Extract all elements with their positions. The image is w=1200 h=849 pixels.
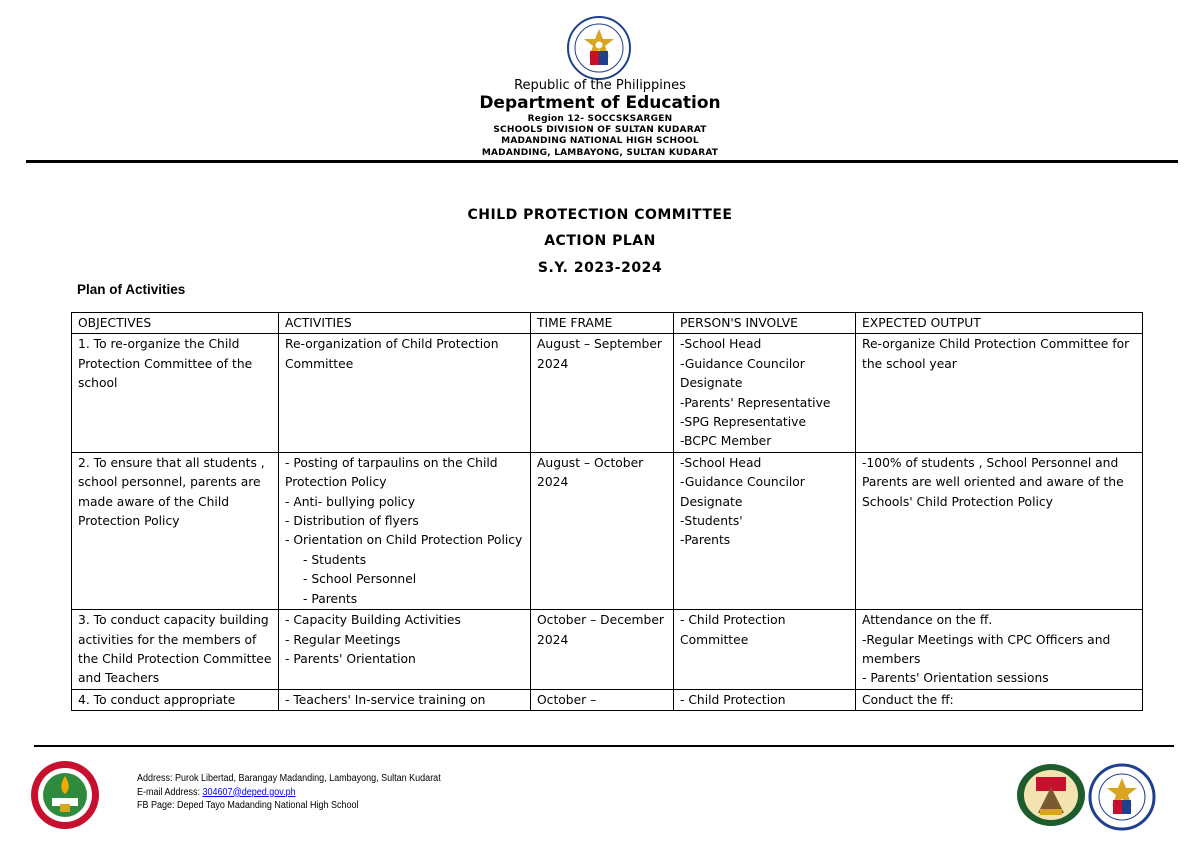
activity-item: - Parents' Orientation: [285, 651, 416, 666]
header-activities: ACTIVITIES: [279, 313, 531, 334]
persons-cell: [674, 334, 856, 452]
time-frame-text: October – December 2024: [537, 613, 664, 647]
output-item: -100% of students , School Personnel and Parents are well oriented and aware of the Schools' Child Protection Policy: [862, 455, 1124, 509]
output-item: Re-organize Child Protection Committee for the school year: [862, 337, 1130, 371]
plan-of-activities-label: Plan of Activities: [77, 282, 186, 297]
objective-cell: [72, 452, 279, 609]
expected-output-cell: [856, 334, 1143, 452]
action-plan-table: [71, 312, 1143, 711]
activity-item: - Distribution of flyers: [285, 514, 419, 529]
time-frame-cell: [531, 689, 674, 710]
footer-contact: [137, 772, 441, 813]
expected-output-cell: [856, 610, 1143, 690]
activity-item: Re-organization of Child Protection Committee: [285, 337, 499, 371]
school-line: MADANDING NATIONAL HIGH SCHOOL: [501, 136, 699, 146]
persons-cell: [674, 689, 856, 710]
objective-text: 2. To ensure that all students , school personnel, parents are made aware of the Child Protection Policy: [78, 455, 265, 529]
person-item: -Parents: [680, 533, 731, 548]
time-frame-text: August – October 2024: [537, 455, 644, 490]
output-item: Attendance on the ff.: [862, 613, 993, 628]
persons-cell: [674, 452, 856, 609]
activities-cell: [279, 334, 531, 452]
activity-item: - Teachers' In-service training on: [285, 692, 486, 707]
objective-cell: [72, 334, 279, 452]
table-row: [72, 689, 1143, 710]
doc-title-line3: S.Y. 2023-2024: [537, 260, 663, 276]
activity-item: - Anti- bullying policy: [285, 494, 415, 509]
person-item: - Child Protection Committee: [680, 613, 786, 647]
person-item: -BCPC Member: [680, 434, 772, 449]
activity-subitem: - School Personnel: [303, 572, 417, 587]
table-row: [72, 452, 1143, 609]
objective-text: 4. To conduct appropriate: [78, 692, 236, 707]
header-objectives: OBJECTIVES: [72, 313, 279, 334]
objective-text: 3. To conduct capacity building activities for the members of the Child Protection Committee and Teachers: [78, 613, 272, 686]
header-time-frame: TIME FRAME: [531, 313, 674, 334]
output-item: - Parents' Orientation sessions: [862, 671, 1049, 686]
school-logo: [30, 760, 100, 830]
time-frame-text: October –: [537, 692, 597, 707]
objective-text: 1. To re-organize the Child Protection Committee of the school: [78, 337, 253, 391]
footer-email-line: [137, 786, 441, 800]
person-item: -Guidance Councilor Designate: [680, 475, 805, 509]
header-expected-output: EXPECTED OUTPUT: [856, 313, 1143, 334]
footer-fb-page: FB Page: Deped Tayo Madanding National High School: [137, 800, 359, 811]
person-item: -Students': [680, 514, 743, 529]
region-line: Region 12- SOCCSKSARGEN: [527, 114, 673, 124]
activity-item: - Orientation on Child Protection Policy: [285, 533, 523, 548]
deped-seal-logo: [566, 15, 632, 81]
table-row: [72, 334, 1143, 452]
output-item: Conduct the ff:: [862, 692, 954, 707]
header-divider: [26, 160, 1178, 163]
persons-cell: [674, 610, 856, 690]
person-item: -Guidance Councilor Designate: [680, 356, 805, 391]
deped-footer-seal-logo: [1088, 763, 1156, 831]
department-name: Department of Education: [479, 93, 721, 113]
header-persons-involve: PERSON'S INVOLVE: [674, 313, 856, 334]
table-header-row: [72, 313, 1143, 334]
footer-divider: [34, 745, 1174, 747]
activity-item: - Posting of tarpaulins on the Child Protection Policy: [285, 455, 498, 490]
person-item: -School Head: [680, 455, 762, 470]
expected-output-cell: [856, 452, 1143, 609]
activity-item: - Capacity Building Activities: [285, 613, 461, 628]
person-item: -SPG Representative: [680, 415, 807, 430]
person-item: -Parents' Representative: [680, 395, 831, 410]
division-line: SCHOOLS DIVISION OF SULTAN KUDARAT: [493, 125, 707, 135]
activity-subitem: - Parents: [303, 591, 358, 606]
doc-title-line2: ACTION PLAN: [544, 233, 656, 249]
activity-item: - Regular Meetings: [285, 632, 401, 647]
expected-output-cell: [856, 689, 1143, 710]
email-link[interactable]: 304607@deped.gov.ph: [202, 786, 296, 798]
footer-email-label: E-mail Address:: [137, 786, 203, 798]
time-frame-text: August – September 2024: [537, 337, 662, 371]
republic-line: Republic of the Philippines: [514, 78, 686, 93]
time-frame-cell: [531, 452, 674, 609]
output-item: -Regular Meetings with CPC Officers and members: [862, 632, 1111, 666]
objective-cell: [72, 689, 279, 710]
time-frame-cell: [531, 610, 674, 690]
objective-cell: [72, 610, 279, 690]
person-item: -School Head: [680, 337, 762, 352]
table-row: [72, 610, 1143, 690]
activities-cell: [279, 610, 531, 690]
activities-cell: [279, 452, 531, 609]
time-frame-cell: [531, 334, 674, 452]
doc-title-line1: CHILD PROTECTION COMMITTEE: [467, 207, 733, 223]
activity-subitem: - Students: [303, 552, 367, 567]
division-logo: [1016, 763, 1086, 827]
school-address-line: MADANDING, LAMBAYONG, SULTAN KUDARAT: [481, 148, 719, 158]
activities-cell: [279, 689, 531, 710]
person-item: - Child Protection: [680, 692, 786, 707]
footer-address: Address: Purok Libertad, Barangay Madanding, Lambayong, Sultan Kudarat: [137, 773, 441, 784]
